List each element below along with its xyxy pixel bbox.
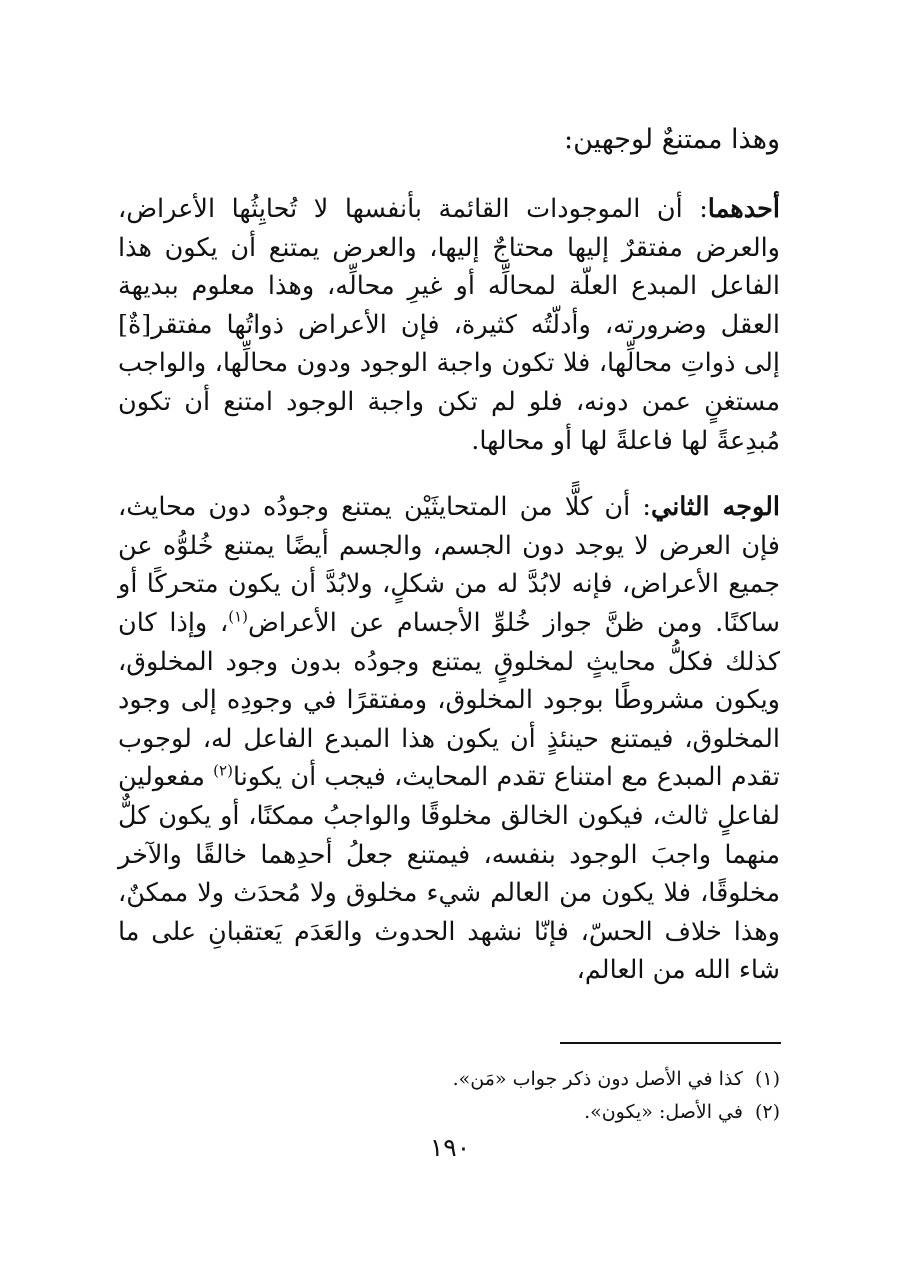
footnote-ref-1: (١): [228, 607, 248, 626]
paragraph-first-aspect: [118, 190, 780, 460]
footnote-number: (٢): [754, 1101, 780, 1123]
footnotes: [300, 1063, 780, 1129]
footnote-2: [300, 1096, 780, 1129]
footnote-1: [300, 1063, 780, 1096]
footnote-divider: [560, 1042, 781, 1044]
main-text: [118, 118, 780, 1018]
paragraph-text: : أن كلًّا من المتحايثَيْن يمتنع وجودُه دون محايث، فإن العرض لا يوجد دون الجسم، والجسم أيضًا يمتنع خُلوُّه عن جميع الأعراض، فإنه لابُدَّ له من شكلٍ، ولابُدَّ أن يكون متحركًا أو ساكنًا. ومن ظنَّ جواز خُلوِّ الأجسام عن الأعراض: [118, 492, 780, 638]
footnote-number: (١): [754, 1068, 780, 1090]
page-number: ١٩٠: [429, 1133, 471, 1162]
paragraph-text: مفعولين لفاعلٍ ثالث، فيكون الخالق مخلوقًا والواجبُ ممكنًا، أو يكون كلٌّ منهما واجبَ الوجود بنفسه، فيمتنع جعلُ أحدِهما خالقًا والآخر مخلوقًا، فلا يكون من العالم شيء مخلوق ولا مُحدَث ولا ممكنٌ، وهذا خلاف الحسّ، فإنّا نشهد الحدوث والعَدَم يَعتقبانِ على ما شاء الله من العالم،: [118, 762, 780, 986]
paragraph-lead: الوجه الثاني: [650, 492, 780, 523]
paragraph-second-aspect: [118, 488, 780, 990]
paragraph-text: ، وإذا كان كذلك فكلُّ محايثٍ لمخلوقٍ يمتنع وجودُه بدون وجود المخلوق، ويكون مشروطًا بوجود المخلوق، ومفتقرًا في وجودِه إلى وجود المخلوق، فيمتنع حينئذٍ أن يكون هذا المبدع الفاعل له، لوجوب تقدم المبدع مع امتناع تقدم المحايث، فيجب أن يكونا: [118, 607, 780, 793]
footnote-text: كذا في الأصل دون ذكر جواب «مَن».: [452, 1068, 743, 1090]
intro-line: وهذا ممتنعٌ لوجهين:: [564, 124, 780, 155]
footnote-text: في الأصل: «يكون».: [584, 1101, 743, 1123]
paragraph-lead: أحدهما: [707, 194, 780, 224]
footnote-ref-2: (٢): [213, 761, 233, 780]
paragraph-text: : أن الموجودات القائمة بأنفسها لا تُحايِثُها الأعراض، والعرض مفتقرٌ إليها محتاجٌ إليها، والعرض يمتنع أن يكون هذا الفاعل المبدع العلّة لمحالِّه أو غيرِ محالِّه، وهذا معلوم ببديهة العقل وضرورته، وأدلّتُه كثيرة، فإن الأعراض ذواتُها مفتقر[ةٌ] إلى ذواتِ محالِّها، فلا تكون واجبة الوجود ودون محالِّها، والواجب مستغنٍ عمن دونه، فلو لم تكن واجبة الوجود امتنع أن تكون مُبدِعةً لها فاعلةً لها أو محالها.: [118, 194, 780, 456]
